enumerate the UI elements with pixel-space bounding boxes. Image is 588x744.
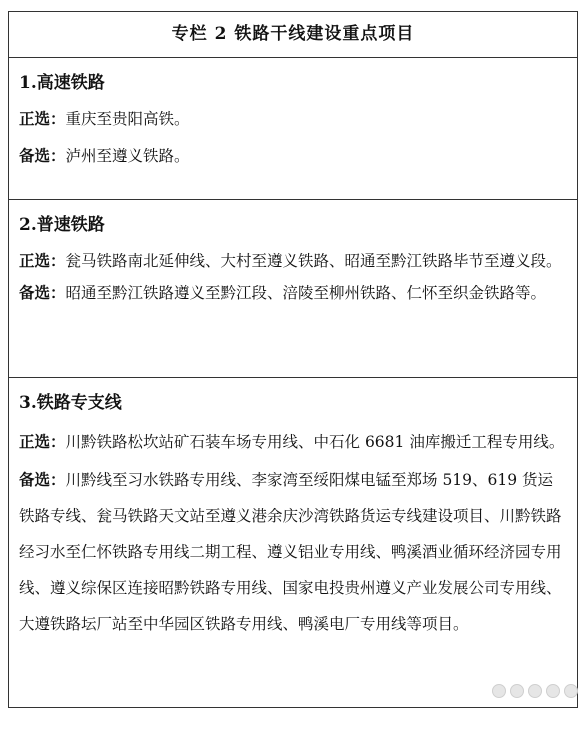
dot-icon [564,684,578,698]
primary-text: 川黔铁路松坎站矿石装车场专用线、中石化 6681 油库搬迁工程专用线。 [65,433,565,451]
primary-row [19,104,567,134]
watermark-dots-icon [492,684,578,698]
primary-row [19,424,567,460]
dot-icon [510,684,524,698]
project-table [8,11,578,708]
dot-icon [546,684,560,698]
alt-label: 备选： [19,470,66,489]
primary-text: 瓮马铁路南北延伸线、大村至遵义铁路、昭通至黔江铁路毕节至遵义段。 [65,252,562,270]
section-heading: 2.普速铁路 [19,215,105,235]
primary-text: 重庆至贵阳高铁。 [65,110,190,128]
alt-text: 昭通至黔江铁路遵义至黔江段、涪陵至柳州铁路、仁怀至织金铁路等。 [65,284,547,302]
primary-label: 正选： [19,251,66,270]
section-heading: 3.铁路专支线 [19,393,122,413]
primary-row [19,246,567,276]
alt-label: 备选： [19,146,66,165]
alt-row [19,278,567,308]
alt-row [19,141,567,171]
section-heading: 1.高速铁路 [19,73,105,93]
alt-label: 备选： [19,283,66,302]
alt-row [19,462,567,642]
primary-label: 正选： [19,432,66,451]
dot-icon [528,684,542,698]
section-normal-speed [9,212,577,378]
table-title: 专栏 2 铁路干线建设重点项目 [9,12,577,58]
alt-text: 川黔线至习水铁路专用线、李家湾至绥阳煤电锰至郑场 519、619 货运铁路专线、瓮马铁路天文站至遵义港余庆沙湾铁路货运专线建设项目、川黔铁路经习水至仁怀铁路专用线二期工程、遵义铝业专用线、鸭溪酒业循环经济园专用线、遵义综保区连接昭黔铁路专用线、国家电投贵州遵义产业发展公司专用线、大遵铁路坛厂站至中华园区铁路专用线、鸭溪电厂专用线等项目。 [19,471,562,633]
primary-label: 正选： [19,109,66,128]
alt-text: 泸州至遵义铁路。 [65,147,190,165]
dot-icon [492,684,506,698]
section-high-speed [9,70,577,200]
